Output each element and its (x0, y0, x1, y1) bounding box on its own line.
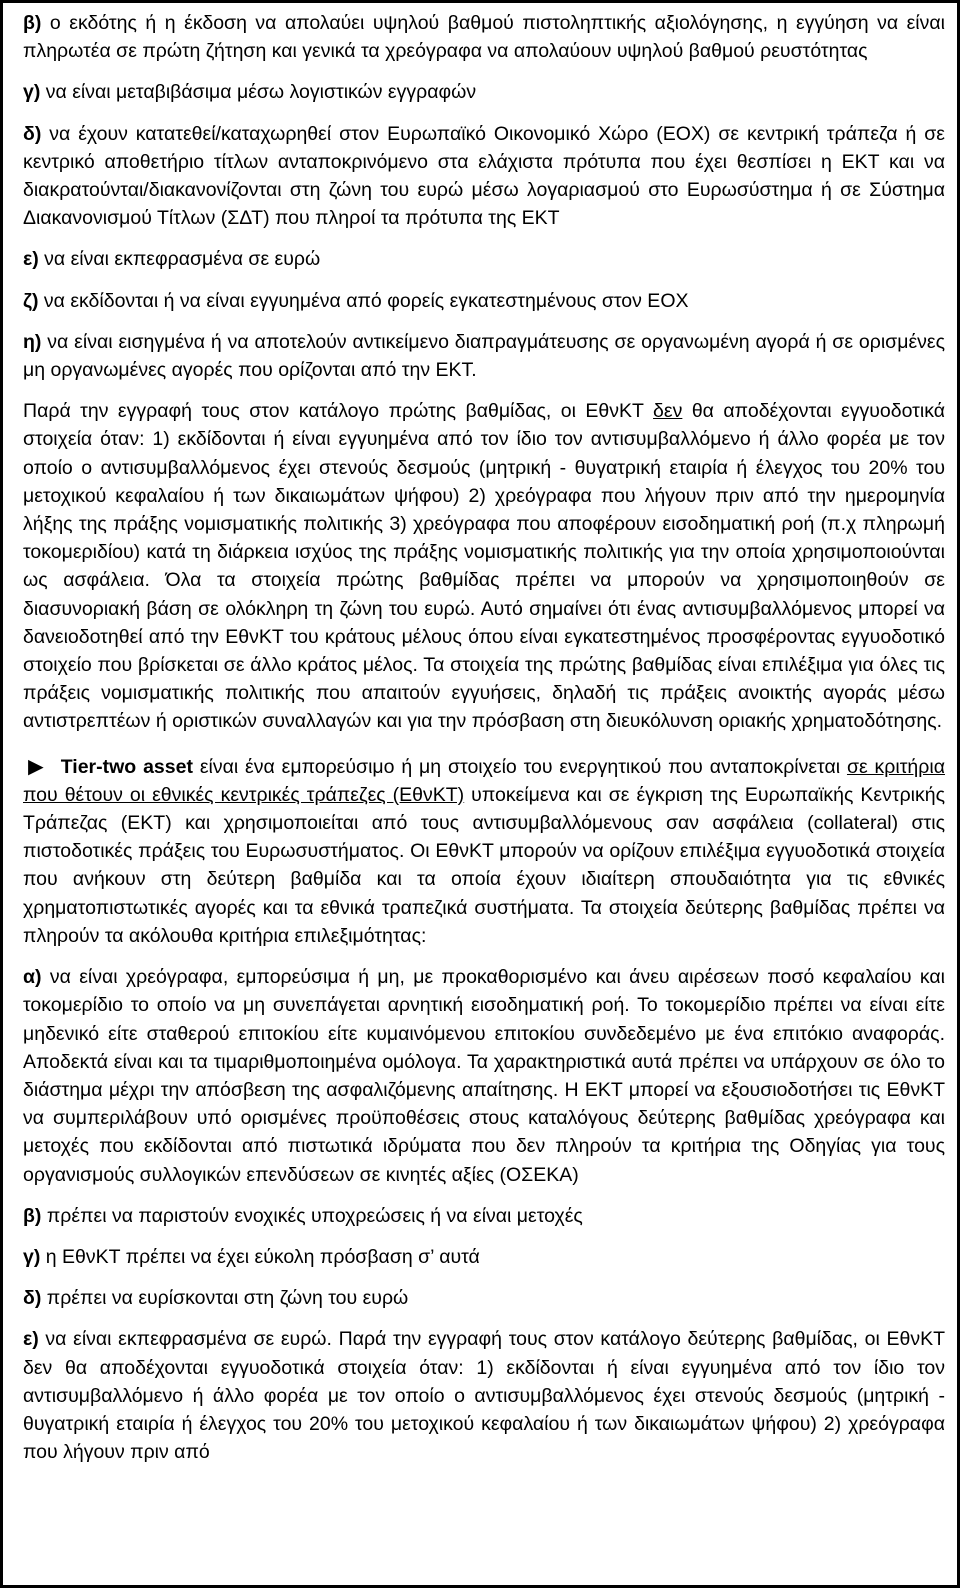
underlined-text: σε κριτήρια που θέτουν οι εθνικές κεντρικές τράπεζες (ΕθνΚΤ) (23, 755, 945, 806)
criterion-a-tier-two (23, 963, 945, 1189)
criterion-label: β) (23, 12, 42, 34)
criterion-z-tier-one (23, 287, 945, 315)
criterion-text: να είναι εισηγμένα ή να αποτελούν αντικείμενο διαπραγμάτευσης σε οργανωμένη αγορά ή σε ορισμένες μη οργανωμένες αγορές που ορίζονται από την ΕΚΤ. (23, 330, 945, 382)
criterion-text: να είναι εκπεφρασμένα σε ευρώ. Παρά την εγγραφή τους στον κατάλογο δεύτερης βαθμίδας, οι ΕθνΚΤ δεν θα αποδέχονται εγγυοδοτικά στοιχεία όταν: 1) εκδίδονται ή είναι εγγυημένα από τον ίδιο τον αντισυμβαλλόμενο ή άλλο φορέα με τον οποίο ο αντισυμβαλλόμενος έχει στενούς δεσμούς (μητρική - θυγατρική εταιρία ή έλεγχος του 20% του μετοχικού κεφαλαίου ή των δικαιωμάτων ψήφου) 2) χρεόγραφα που λήγουν πριν από (23, 1328, 945, 1464)
underlined-text: δεν (653, 400, 683, 423)
criterion-label: η) (23, 330, 42, 353)
criterion-text: πρέπει να παριστούν ενοχικές υποχρεώσεις ή να είναι μετοχές (41, 1204, 583, 1227)
criterion-g-tier-one (23, 78, 945, 106)
document-page (3, 3, 957, 1466)
criterion-text: η ΕθνΚΤ πρέπει να έχει εύκολη πρόσβαση σ’ αυτά (40, 1245, 480, 1268)
criterion-label: γ) (23, 81, 41, 104)
criterion-e-tier-two (23, 1325, 945, 1466)
criterion-h-tier-one (23, 328, 945, 384)
body-text: υποκείμενα και σε έγκριση της Ευρωπαϊκής Κεντρικής Τράπεζας (ΕΚΤ) και χρησιμοποιείται από τους αντισυμβαλλόμενους σαν ασφάλεια (collateral) στις πιστοδοτικές πράξεις του Ευρωσυστήματος. Οι ΕθνΚΤ μπορούν να ορίζουν επιλέξιμα εγγυοδοτικά στοιχεία που ανήκουν στη δεύτερη βαθμίδα και τα οποία έχουν ιδιαίτερη σπουδαιότητα για τις εθνικές χρηματοπιστωτικές αγορές και τα εθνικά τραπεζικά συστήματα. Τα στοιχεία δεύτερης βαθμίδας πρέπει να πληρούν τα ακόλουθα κριτήρια επιλεξιμότητας: (23, 783, 945, 947)
criterion-e-tier-one (23, 245, 945, 273)
criterion-text: ο εκδότης ή η έκδοση να απολαύει υψηλού βαθμού πιστοληπτικής αξιολόγησης, η εγγύηση να είναι πληρωτέα σε πρώτη ζήτηση και γενικά τα χρεόγραφα να απολαύουν υψηλού βαθμού ρευστότητας (23, 12, 945, 63)
tier-one-exclusions-paragraph (23, 397, 945, 735)
term-tier-two-asset: Tier-two asset (60, 755, 193, 778)
criterion-label: β) (23, 1204, 42, 1227)
body-text: είναι ένα εμπορεύσιμο ή μη στοιχείο του ενεργητικού που ανταποκρίνεται (192, 755, 847, 778)
criterion-label: δ) (23, 1287, 42, 1310)
criterion-g-tier-two (23, 1243, 945, 1271)
criterion-label: ε) (23, 1328, 39, 1351)
criterion-d-tier-two (23, 1284, 945, 1312)
criterion-d-tier-one (23, 120, 945, 233)
criterion-b-tier-one (23, 9, 945, 65)
criterion-label: δ) (23, 122, 42, 145)
criterion-text: πρέπει να ευρίσκονται στη ζώνη του ευρώ (41, 1287, 409, 1310)
criterion-label: γ) (23, 1245, 41, 1268)
criterion-b-tier-two (23, 1202, 945, 1230)
criterion-text: να είναι χρεόγραφα, εμπορεύσιμα ή μη, με προκαθορισμένο και άνευ αιρέσεων ποσό κεφαλαίου και τοκομερίδιο το οποίο να μη συνεπάγεται αρνητική εισοδηματική ροή. Το τοκομερίδιο πρέπει να είναι είτε μηδενικό είτε σταθερού επιτοκίου είτε κυμαινόμενου επιτοκίου συνδεδεμένο με ένα επιτόκιο αναφοράς. Αποδεκτά είναι και τα τιμαριθμοποιημένα ομόλογα. Τα χαρακτηριστικά αυτά πρέπει να υπάρχουν σε όλο το διάστημα μέχρι την απόσβεση της ασφαλιζόμενης απαίτησης. Η ΕΚΤ μπορεί να εξουσιοδοτήσει τις ΕθνΚΤ να συμπεριλάβουν υπό ορισμένες προϋποθέσεις στους καταλόγους δεύτερης βαθμίδας χρεόγραφα και μετοχές που εκδίδονται από πιστωτικά ιδρύματα που δεν πληρούν τα κριτήρια της Οδηγίας για τους οργανισμούς συλλογικών επενδύσεων σε κινητές αξίες (ΟΣΕΚΑ) (23, 966, 945, 1186)
criterion-text: να έχουν κατατεθεί/καταχωρηθεί στον Ευρωπαϊκό Οικονομικό Χώρο (ΕΟΧ) σε κεντρική τράπεζα ή σε κεντρικό αποθετήριο τίτλων ανταποκρινόμενο στα ελάχιστα πρότυπα που έχει θεσπίσει η ΕΚΤ και να διακρατούνται/διακανονίζονται στη ζώνη του ευρώ μέσω λογαριασμού στο Ευρωσύστημα ή σε Σύστημα Διακανονισμού Τίτλων (ΣΔΤ) που πληροί τα πρότυπα της ΕΚΤ (23, 122, 945, 230)
body-text: θα αποδέχονται εγγυοδοτικά στοιχεία όταν: 1) εκδίδονται ή είναι εγγυημένα από τον ίδιο τον αντισυμβαλλόμενο ή άλλο φορέα με τον οποίο ο αντισυμβαλλόμενος έχει στενούς δεσμούς (μητρική - θυγατρική εταιρία ή έλεγχος του 20% του μετοχικού κεφαλαίου ή των δικαιωμάτων ψήφου) 2) χρεόγραφα που λήγουν πριν από την ημερομηνία λήξης της πράξης νομισματικής πολιτικής 3) χρεόγραφα που αποφέρουν εισοδηματική ροή (π.χ πληρωμή τοκομεριδίου) κατά τη διάρκεια ισχύος της πράξης νομισματικής πολιτικής για την οποία χρησιμοποιούνται ως ασφάλεια. Όλα τα στοιχεία πρώτης βαθμίδας πρέπει να μπορούν να χρησιμοποιηθούν σε διασυνοριακή βάση σε ολόκληρη τη ζώνη του ευρώ. Αυτό σημαίνει ότι ένας αντισυμβαλλόμενος μπορεί να δανειοδοτηθεί από την ΕθνΚΤ του κράτους μέλους όπου είναι εγκατεστημένος προσφέροντας εγγυοδοτικό στοιχείο που βρίσκεται σε άλλο κράτος μέλος. Τα στοιχεία της πρώτης βαθμίδας είναι επιλέξιμα για όλες τις πράξεις νομισματικής πολιτικής που απαιτούν εγγυήσεις, δηλαδή τις πράξεις ανοικτής αγοράς μέσω αντιστρεπτέων ή οριστικών συναλλαγών και για την πρόσβαση στη διευκόλυνση οριακής χρηματοδότησης. (23, 400, 945, 733)
criterion-label: α) (23, 966, 42, 989)
criterion-text: να είναι μεταβιβάσιμα μέσω λογιστικών εγγραφών (40, 81, 477, 104)
triangle-bullet-icon: ► (23, 750, 49, 781)
criterion-label: ε) (23, 248, 39, 271)
criterion-text: να είναι εκπεφρασμένα σε ευρώ (38, 248, 321, 271)
criterion-label: ζ) (23, 289, 39, 312)
tier-two-definition-paragraph (23, 752, 945, 950)
criterion-text: να εκδίδονται ή να είναι εγγυημένα από φορείς εγκατεστημένους στον ΕΟΧ (38, 289, 689, 312)
body-text: Παρά την εγγραφή τους στον κατάλογο πρώτης βαθμίδας, οι ΕθνΚΤ (23, 400, 654, 423)
